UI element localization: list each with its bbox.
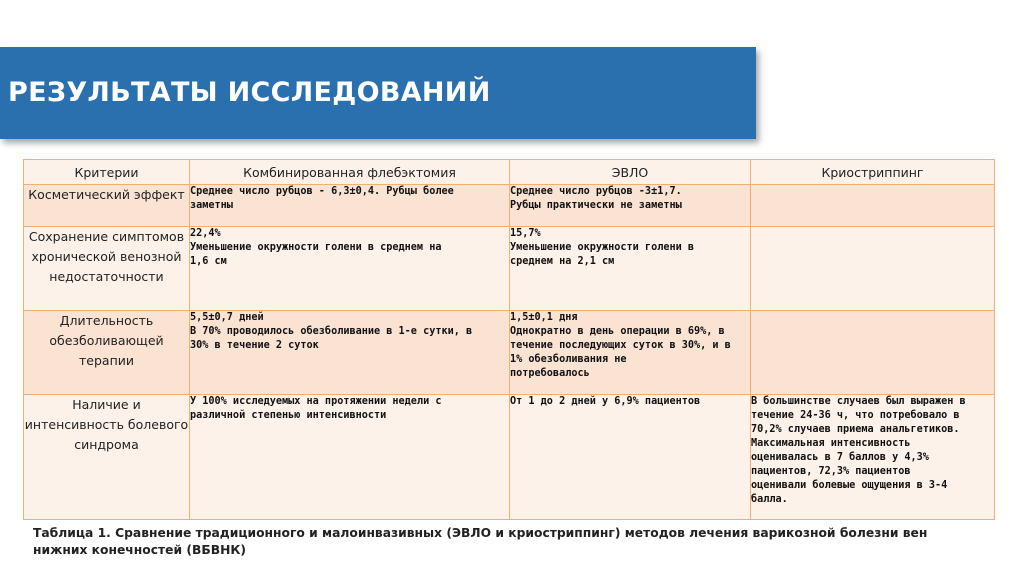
cell-text-line: течение 24-36 ч, что потребовало в	[751, 410, 960, 421]
results-table	[23, 159, 995, 520]
cell-text-line: В 70% проводилось обезболивание в 1-е сутки, в	[190, 326, 473, 337]
cell-text-line: Максимальная интенсивность	[751, 438, 911, 449]
cell-text-line: 5,5±0,7 дней	[190, 312, 264, 323]
table-caption: Таблица 1. Сравнение традиционного и малоинвазивных (ЭВЛО и криостриппинг) методов лечения варикозной болезни вен нижних конечностей (ВБВНК)	[33, 526, 928, 557]
cell-text-line: 1,5±0,1 дня	[510, 312, 578, 323]
header-cryostripping: Криостриппинг	[751, 160, 995, 185]
cell-text-line: От 1 до 2 дней у 6,9% пациентов	[510, 396, 701, 407]
cryo-cell	[751, 185, 995, 227]
cell-text-line: 22,4%	[190, 228, 221, 239]
cell-text-line: заметны	[190, 200, 233, 211]
cell-text-line: среднем на 2,1 см	[510, 256, 615, 267]
cell-text-line: Среднее число рубцов - 6,3±0,4. Рубцы более	[190, 186, 454, 197]
cell-text-line: У 100% исследуемых на протяжении недели с	[190, 396, 442, 407]
combined-cell	[190, 227, 510, 311]
header-combined-phlebectomy: Комбинированная флебэктомия	[190, 160, 510, 185]
cell-text-line: Среднее число рубцов -3±1,7.	[510, 186, 682, 197]
combined-cell	[190, 311, 510, 395]
cell-text-line: 1% обезболивания не	[510, 354, 627, 365]
cell-text-line: 15,7%	[510, 228, 541, 239]
cell-text-line: пациентов, 72,3% пациентов	[751, 466, 911, 477]
criterion-cell: Длительность обезболивающей терапии	[24, 311, 190, 395]
evlo-cell	[510, 395, 751, 520]
cell-text-line: 70,2% случаев приема анальгетиков.	[751, 424, 960, 435]
evlo-cell	[510, 311, 751, 395]
combined-cell	[190, 185, 510, 227]
evlo-cell	[510, 185, 751, 227]
criterion-cell: Сохранение симптомов хронической венозной недостаточности	[24, 227, 190, 311]
evlo-cell	[510, 227, 751, 311]
cell-text-line: течение последующих суток в 30%, и в	[510, 340, 731, 351]
title-bar	[0, 47, 756, 139]
criterion-cell: Наличие и интенсивность болевого синдрома	[24, 395, 190, 520]
cell-text-line: Уменьшение окружности голени в среднем на	[190, 242, 442, 253]
table-row	[24, 395, 995, 520]
cryo-cell	[751, 311, 995, 395]
cell-text-line: оценивали болевые ощущения в 3-4	[751, 480, 948, 491]
combined-cell	[190, 395, 510, 520]
cell-text-line: 1,6 см	[190, 256, 227, 267]
cell-text-line: потребовалось	[510, 368, 590, 379]
table-row	[24, 227, 995, 311]
cell-text-line: балла.	[751, 494, 788, 505]
page-title: РЕЗУЛЬТАТЫ ИССЛЕДОВАНИЙ	[8, 77, 491, 108]
table-row	[24, 311, 995, 395]
cryo-cell	[751, 227, 995, 311]
cell-text-line: Уменьшение окружности голени в	[510, 242, 695, 253]
header-criteria: Критерии	[24, 160, 190, 185]
cell-text-line: Рубцы практически не заметны	[510, 200, 682, 211]
criterion-cell: Косметический эффект	[24, 185, 190, 227]
table-header-row	[24, 160, 995, 185]
header-evlo: ЭВЛО	[510, 160, 751, 185]
cryo-cell	[751, 395, 995, 520]
cell-text-line: В большинстве случаев был выражен в	[751, 396, 966, 407]
cell-text-line: 30% в течение 2 суток	[190, 340, 319, 351]
cell-text-line: различной степенью интенсивности	[190, 410, 387, 421]
table-row	[24, 185, 995, 227]
cell-text-line: оценивалась в 7 баллов у 4,3%	[751, 452, 929, 463]
cell-text-line: Однократно в день операции в 69%, в	[510, 326, 725, 337]
